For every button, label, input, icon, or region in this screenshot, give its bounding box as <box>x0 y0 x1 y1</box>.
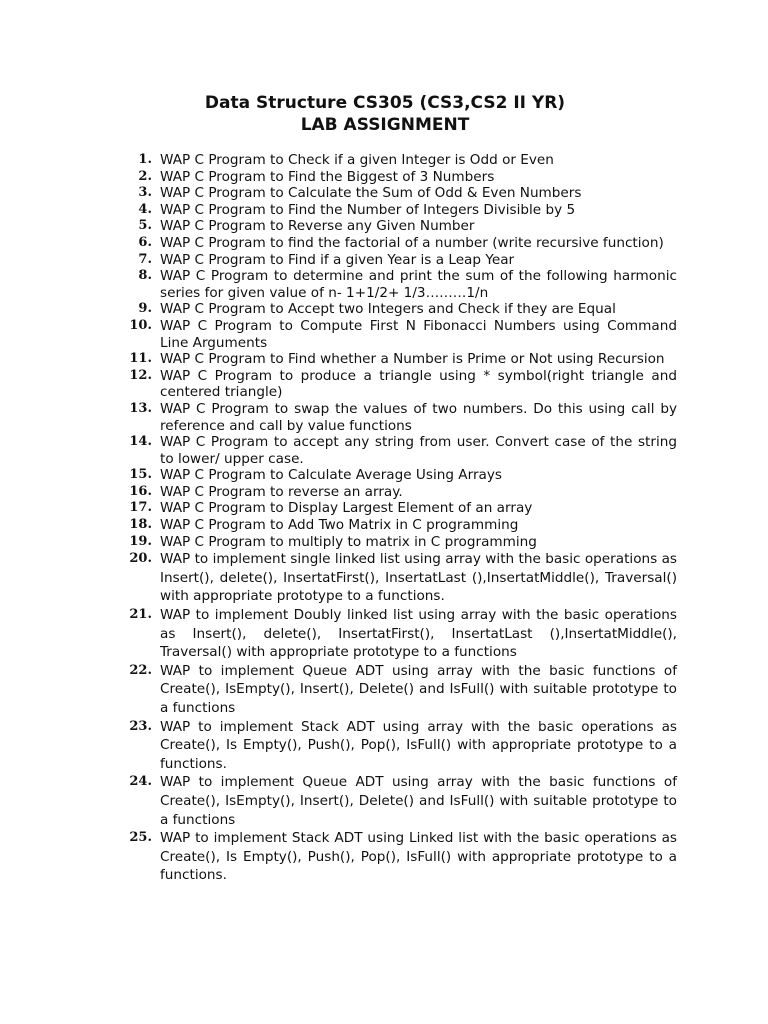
list-item <box>0 235 677 252</box>
item-text: WAP to implement single linked list using array with the basic operations as Insert(), delete(), InsertatFirst(), InsertatLast (),InsertatMiddle(), Traversal() with appropriate prototype to a functions. <box>160 551 677 605</box>
item-text: WAP to implement Queue ADT using array with the basic functions of Create(), IsEmpty(), Insert(), Delete() and IsFull() with suitable prototype to a functions <box>160 662 677 716</box>
item-text: WAP C Program to Find the Number of Integers Divisible by 5 <box>160 201 576 218</box>
item-number: 22. <box>129 662 152 678</box>
item-text: WAP C Program to produce a triangle using * symbol(right triangle and centered triangle) <box>160 367 677 401</box>
item-text: WAP C Program to Calculate Average Using Arrays <box>160 467 502 484</box>
item-number: 25. <box>129 830 152 846</box>
item-text: WAP C Program to multiply to matrix in C programming <box>160 533 537 550</box>
item-number: 17. <box>129 500 152 516</box>
item-number: 4. <box>138 201 152 217</box>
item-number: 5. <box>138 218 152 234</box>
item-number: 15. <box>129 467 152 483</box>
list-item <box>0 368 677 401</box>
item-text: WAP C Program to Find whether a Number is Prime or Not using Recursion <box>160 351 665 368</box>
item-number: 16. <box>129 483 152 499</box>
item-text: WAP C Program to determine and print the sum of the following harmonic series for given value of n- 1+1/2+ 1/3………1/n <box>160 268 677 301</box>
item-number: 7. <box>138 251 152 267</box>
list-item <box>0 185 677 202</box>
list-item <box>0 534 677 551</box>
list-item <box>0 202 677 219</box>
item-text: WAP C Program to swap the values of two numbers. Do this using call by reference and call by value functions <box>160 400 677 434</box>
item-text: WAP to implement Stack ADT using array with the basic operations as Create(), Is Empty(), Push(), Pop(), IsFull() with appropriate prototype to a functions. <box>160 718 677 772</box>
list-item <box>0 318 677 351</box>
list-item <box>0 401 677 434</box>
list-item <box>0 252 677 269</box>
item-text: WAP C Program to Find the Biggest of 3 Numbers <box>160 168 495 185</box>
item-text: WAP C Program to Reverse any Given Number <box>160 218 475 235</box>
item-text: WAP C Program to Find if a given Year is a Leap Year <box>160 251 515 268</box>
item-number: 18. <box>129 517 152 533</box>
list-item <box>0 268 677 301</box>
item-number: 19. <box>129 533 152 549</box>
list-item <box>0 829 677 885</box>
item-text: WAP C Program to Check if a given Integer is Odd or Even <box>160 152 554 168</box>
item-text: WAP C Program to reverse an array. <box>160 483 403 500</box>
item-number: 24. <box>129 774 152 790</box>
item-number: 6. <box>138 234 152 250</box>
list-item <box>0 434 677 467</box>
item-number: 8. <box>138 268 152 284</box>
item-text: WAP C Program to find the factorial of a number (write recursive function) <box>160 234 664 251</box>
item-number: 1. <box>138 152 152 167</box>
item-text: WAP C Program to Add Two Matrix in C programming <box>160 517 519 534</box>
document-subtitle: LAB ASSIGNMENT <box>300 115 470 135</box>
assignment-list <box>0 152 677 885</box>
list-item <box>0 351 677 368</box>
list-item <box>0 218 677 235</box>
item-number: 23. <box>129 718 152 734</box>
list-item <box>0 550 677 606</box>
list-item <box>0 773 677 829</box>
list-item <box>0 662 677 718</box>
list-item <box>0 467 677 484</box>
list-item <box>0 169 677 186</box>
item-number: 12. <box>129 367 152 383</box>
list-item <box>0 152 677 169</box>
item-text: WAP C Program to accept any string from user. Convert case of the string to lower/ upper case. <box>160 434 677 467</box>
list-item <box>0 484 677 501</box>
item-text: WAP C Program to Calculate the Sum of Odd & Even Numbers <box>160 185 582 202</box>
list-item <box>0 718 677 774</box>
list-item <box>0 517 677 534</box>
list-item <box>0 500 677 517</box>
list-item <box>0 301 677 318</box>
item-text: WAP C Program to Display Largest Element of an array <box>160 500 533 517</box>
item-text: WAP to implement Doubly linked list using array with the basic operations as Insert(), delete(), InsertatFirst(), InsertatLast (),InsertatMiddle(), Traversal() with appropriate prototype to a functions <box>160 607 677 661</box>
list-item <box>0 606 677 662</box>
item-text: WAP C Program to Compute First N Fibonacci Numbers using Command Line Arguments <box>160 317 677 351</box>
item-number: 9. <box>138 301 152 317</box>
item-number: 13. <box>129 400 152 416</box>
item-text: WAP to implement Stack ADT using Linked list with the basic operations as Create(), Is Empty(), Push(), Pop(), IsFull() with appropriate prototype to a functions. <box>160 830 677 884</box>
document-header <box>0 92 768 136</box>
item-number: 21. <box>129 607 152 623</box>
item-number: 11. <box>129 351 152 367</box>
item-text: WAP C Program to Accept two Integers and Check if they are Equal <box>160 301 616 318</box>
item-number: 20. <box>129 551 152 567</box>
item-number: 3. <box>138 185 152 201</box>
document-title: Data Structure CS305 (CS3,CS2 II YR) <box>204 93 566 113</box>
item-number: 2. <box>138 168 152 184</box>
item-number: 10. <box>129 317 152 333</box>
item-number: 14. <box>129 434 152 450</box>
item-text: WAP to implement Queue ADT using array with the basic functions of Create(), IsEmpty(), Insert(), Delete() and IsFull() with suitable prototype to a functions <box>160 774 677 828</box>
